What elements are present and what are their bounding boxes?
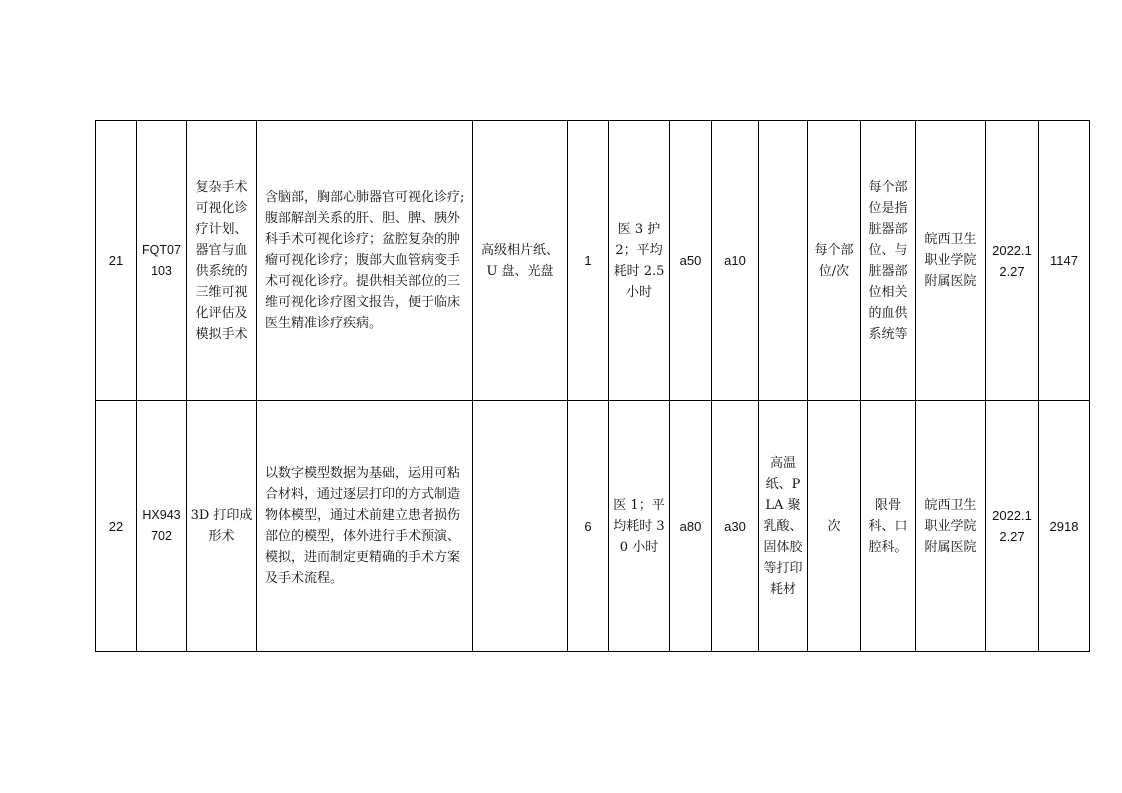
quantity-cell: 6 xyxy=(568,401,609,652)
unit-cell: 次 xyxy=(808,401,861,652)
unit-cell: 每个部位/次 xyxy=(808,121,861,401)
staff-time-cell: 医 3 护 2；平均耗时 2.5 小时 xyxy=(609,121,670,401)
item-content-cell: 含脑部，胸部心肺器官可视化诊疗;腹部解剖关系的肝、胆、脾、胰外科手术可视化诊疗；盆腔复杂的肿瘤可视化诊疗；腹部大血管病变手术可视化诊疗。提供相关部位的三维可视化诊疗图文报告，便于临床医生精准诊疗疾病。 xyxy=(257,121,473,401)
date-cell: 2022.12.27 xyxy=(986,121,1039,401)
item-code-cell: HX943702 xyxy=(137,401,187,652)
hospital-cell: 皖西卫生职业学院附属医院 xyxy=(916,121,986,401)
row-number-cell: 21 xyxy=(96,121,137,401)
date-cell: 2022.12.27 xyxy=(986,401,1039,652)
hospital-cell: 皖西卫生职业学院附属医院 xyxy=(916,401,986,652)
item-name-cell: 3D 打印成形术 xyxy=(187,401,257,652)
staff-time-cell: 医 1；平均耗时 30 小时 xyxy=(609,401,670,652)
b-value-cell: a30 xyxy=(712,401,759,652)
item-code-cell: FQT07103 xyxy=(137,121,187,401)
item-name-cell: 复杂手术可视化诊疗计划、器官与血供系统的三维可视化评估及模拟手术 xyxy=(187,121,257,401)
note-cell: 每个部位是指脏器部位、与脏器部位相关的血供系统等 xyxy=(861,121,916,401)
note-cell: 限骨科、口腔科。 xyxy=(861,401,916,652)
excluded-materials-cell xyxy=(473,401,568,652)
table-row xyxy=(96,401,1090,652)
price-cell: 2918 xyxy=(1039,401,1090,652)
excluded-materials-cell: 高级相片纸、U 盘、光盘 xyxy=(473,121,568,401)
b-value-cell: a10 xyxy=(712,121,759,401)
fee-item-table xyxy=(95,120,1090,652)
a-value-cell: a80 xyxy=(670,401,712,652)
row-number-cell: 22 xyxy=(96,401,137,652)
consumables-cell: 高温纸、PLA 聚乳酸、固体胶等打印耗材 xyxy=(759,401,808,652)
price-cell: 1147 xyxy=(1039,121,1090,401)
item-content-cell: 以数字模型数据为基础，运用可粘合材料，通过逐层打印的方式制造物体模型，通过术前建立患者损伤部位的模型，体外进行手术预演、模拟，进而制定更精确的手术方案及手术流程。 xyxy=(257,401,473,652)
consumables-cell xyxy=(759,121,808,401)
table-row xyxy=(96,121,1090,401)
quantity-cell: 1 xyxy=(568,121,609,401)
a-value-cell: a50 xyxy=(670,121,712,401)
